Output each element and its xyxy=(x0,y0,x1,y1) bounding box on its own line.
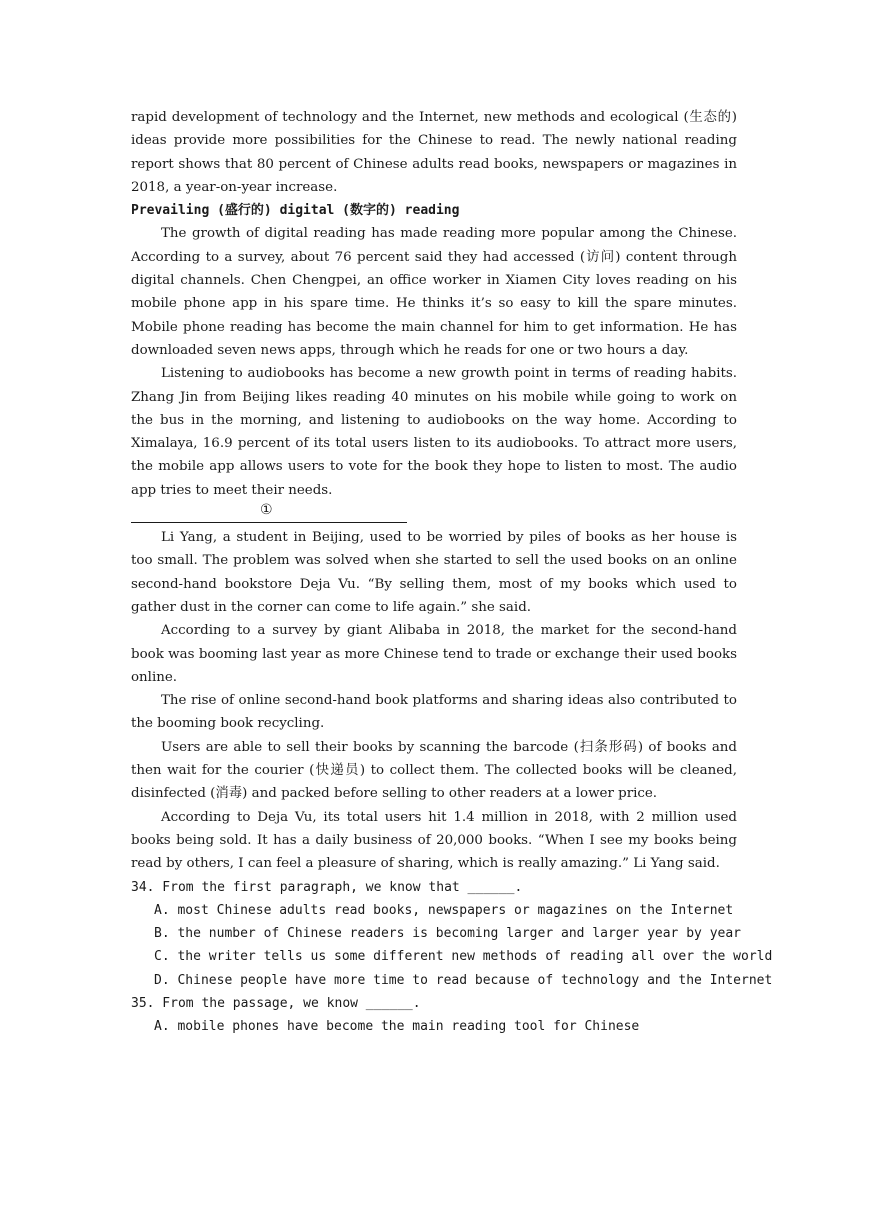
section-heading: Prevailing (盛行的) digital (数字的) reading xyxy=(131,203,460,219)
question-option: C. the writer tells us some different new methods of reading all over the world xyxy=(154,949,773,965)
question-option: B. the number of Chinese readers is becoming larger and larger year by year xyxy=(154,926,741,942)
question-stem: 35. From the passage, we know ______. xyxy=(131,995,421,1011)
paragraph: According to Deja Vu, its total users hit 1.4 million in 2018, with 2 million used books being sold. It has a daily business of 20,000 books. “When I see my books being read by others, I can feel a pleasure of sharing, which is really amazing.” Li Yang said. xyxy=(131,809,737,872)
intro-paragraph: rapid development of technology and the Internet, new methods and ecological (生态的) ideas provide more possibilities for the Chinese to read. The newly national reading report shows that 80 percent of Chinese adults read books, newspapers or magazines in 2018, a year-on-year increase. xyxy=(131,110,737,195)
document-page xyxy=(131,106,773,1039)
blank-marker: ① xyxy=(260,502,273,519)
paragraph: The growth of digital reading has made reading more popular among the Chinese. According to a survey, about 76 percent said they had accessed (访问) content through digital channels. Chen Chengpei, an office worker in Xiamen City loves reading on his mobile phone app in his spare time. He thinks it’s so easy to kill the spare minutes. Mobile phone reading has become the main channel for him to get information. He has downloaded seven news apps, through which he reads for one or two hours a day. xyxy=(131,226,737,358)
paragraph: Users are able to sell their books by scanning the barcode (扫条形码) of books and then wait for the courier (快递员) to collect them. The collected books will be cleaned, disinfected (消毒) and packed before selling to other readers at a lower price. xyxy=(131,739,737,802)
paragraph: Li Yang, a student in Beijing, used to be worried by piles of books as her house is too small. The problem was solved when she started to sell the used books on an online second-hand bookstore Deja Vu. “By selling them, most of my books which used to gather dust in the corner can come to life again.” she said. xyxy=(131,530,737,615)
question-option: A. mobile phones have become the main reading tool for Chinese xyxy=(154,1019,640,1035)
question-stem: 34. From the first paragraph, we know that ______. xyxy=(131,879,523,895)
question-option: D. Chinese people have more time to read because of technology and the Internet xyxy=(154,972,773,988)
answer-blank[interactable] xyxy=(131,502,407,523)
paragraph: The rise of online second-hand book platforms and sharing ideas also contributed to the booming book recycling. xyxy=(131,693,737,732)
paragraph: Listening to audiobooks has become a new growth point in terms of reading habits. Zhang Jin from Beijing likes reading 40 minutes on his mobile while going to work on the bus in the morning, and listening to audiobooks on the way home. According to Ximalaya, 16.9 percent of its total users listen to its audiobooks. To attract more users, the mobile app allows users to vote for the book they hope to listen to most. The audio app tries to meet their needs. xyxy=(131,366,737,498)
paragraph: According to a survey by giant Alibaba in 2018, the market for the second-hand book was booming last year as more Chinese tend to trade or exchange their used books online. xyxy=(131,623,737,685)
question-option: A. most Chinese adults read books, newspapers or magazines on the Internet xyxy=(154,902,734,918)
